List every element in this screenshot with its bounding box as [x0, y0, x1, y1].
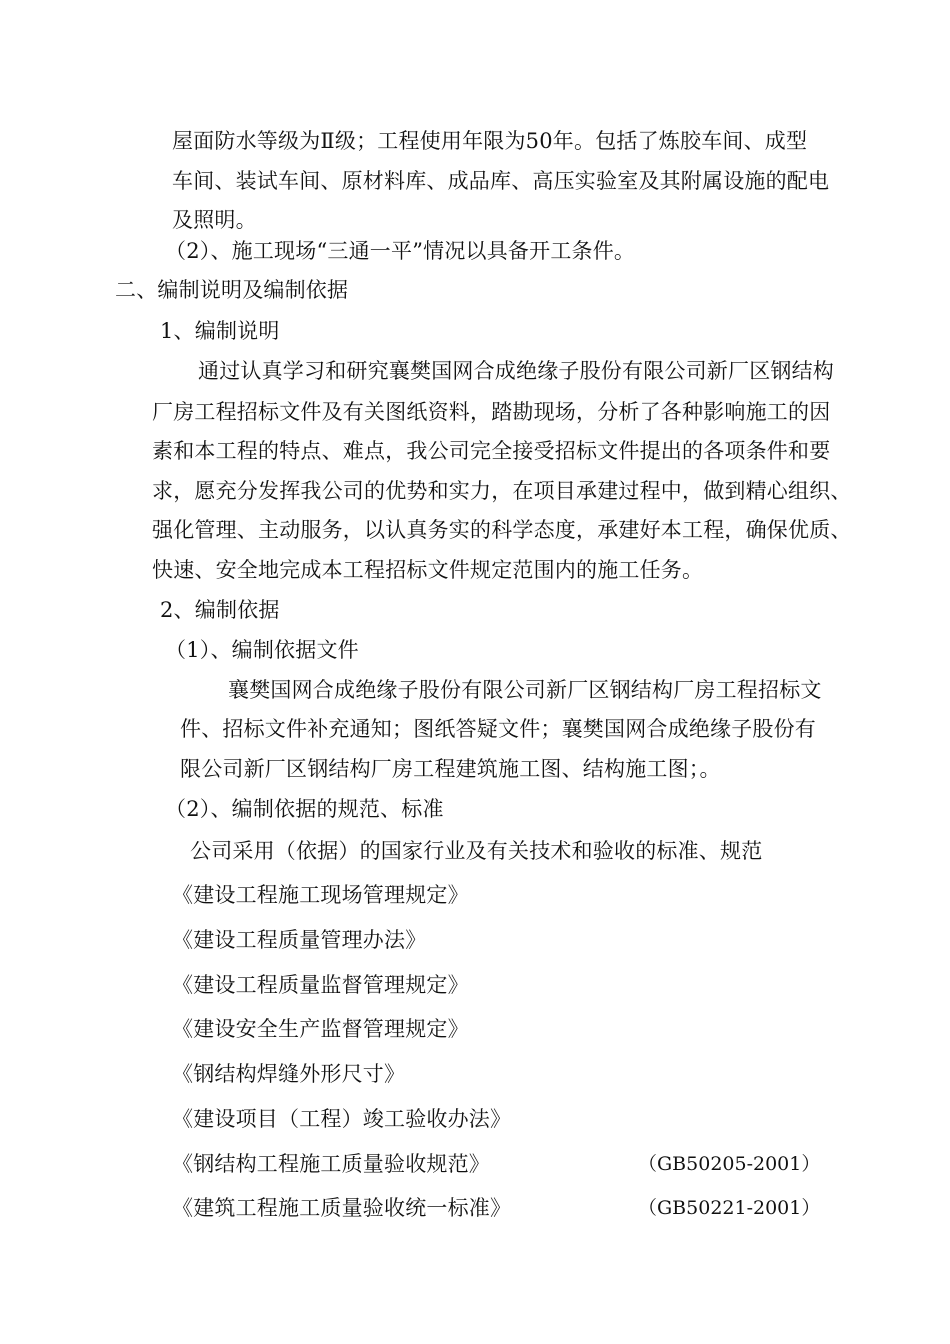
standard-name: 《钢结构工程施工质量验收规范》 — [172, 1152, 490, 1176]
standard-name: 《钢结构焊缝外形尺寸》 — [172, 1062, 406, 1086]
sub2-item1-title: （1）、编制依据文件 — [165, 638, 359, 662]
standard-name: 《建筑工程施工质量验收统一标准》 — [172, 1196, 512, 1220]
project-desc-line-3: 及照明。 — [172, 208, 257, 232]
project-desc-line-2: 车间、装试车间、原材料库、成品库、高压实验室及其附属设施的配电 — [172, 169, 830, 193]
standard-name: 《建设工程施工现场管理规定》 — [172, 883, 469, 907]
standard-name: 《建设项目（工程）竣工验收办法》 — [172, 1107, 512, 1131]
sub2-title: 2、编制依据 — [160, 598, 280, 622]
section-title: 二、编制说明及编制依据 — [115, 278, 349, 302]
sub1-para-line: 快速、安全地完成本工程招标文件规定范围内的施工任务。 — [152, 558, 704, 582]
standard-name: 《建设安全生产监督管理规定》 — [172, 1017, 469, 1041]
sub1-para-line: 求，愿充分发挥我公司的优势和实力，在项目承建过程中，做到精心组织、 — [152, 479, 852, 503]
sub1-para-line: 通过认真学习和研究襄樊国网合成绝缘子股份有限公司新厂区钢结构 — [198, 359, 834, 383]
sub2-item1-para-line: 襄樊国网合成绝缘子股份有限公司新厂区钢结构厂房工程招标文 — [228, 678, 822, 702]
site-condition: （2）、施工现场“三通一平”情况以具备开工条件。 — [165, 239, 636, 263]
standard-name: 《建设工程质量管理办法》 — [172, 928, 427, 952]
sub1-para-line: 素和本工程的特点、难点，我公司完全接受招标文件提出的各项条件和要 — [152, 439, 831, 463]
sub2-item1-para-line: 件、招标文件补充通知；图纸答疑文件；襄樊国网合成绝缘子股份有 — [180, 717, 816, 741]
standard-code: （GB50205-2001） — [638, 1153, 821, 1175]
sub1-para-line: 强化管理、主动服务，以认真务实的科学态度，承建好本工程，确保优质、 — [152, 518, 852, 542]
sub2-item2-title: （2）、编制依据的规范、标准 — [165, 797, 444, 821]
sub2-item2-intro: 公司采用（依据）的国家行业及有关技术和验收的标准、规范 — [190, 839, 763, 863]
standard-name: 《建设工程质量监督管理规定》 — [172, 973, 469, 997]
sub1-title: 1、编制说明 — [160, 319, 280, 343]
standard-code: （GB50221-2001） — [638, 1197, 821, 1219]
sub1-para-line: 厂房工程招标文件及有关图纸资料，踏勘现场，分析了各种影响施工的因 — [152, 400, 831, 424]
project-desc-line-1: 屋面防水等级为Ⅱ级；工程使用年限为50年。包括了炼胶车间、成型 — [172, 129, 808, 153]
sub2-item1-para-line: 限公司新厂区钢结构厂房工程建筑施工图、结构施工图；。 — [180, 757, 721, 781]
